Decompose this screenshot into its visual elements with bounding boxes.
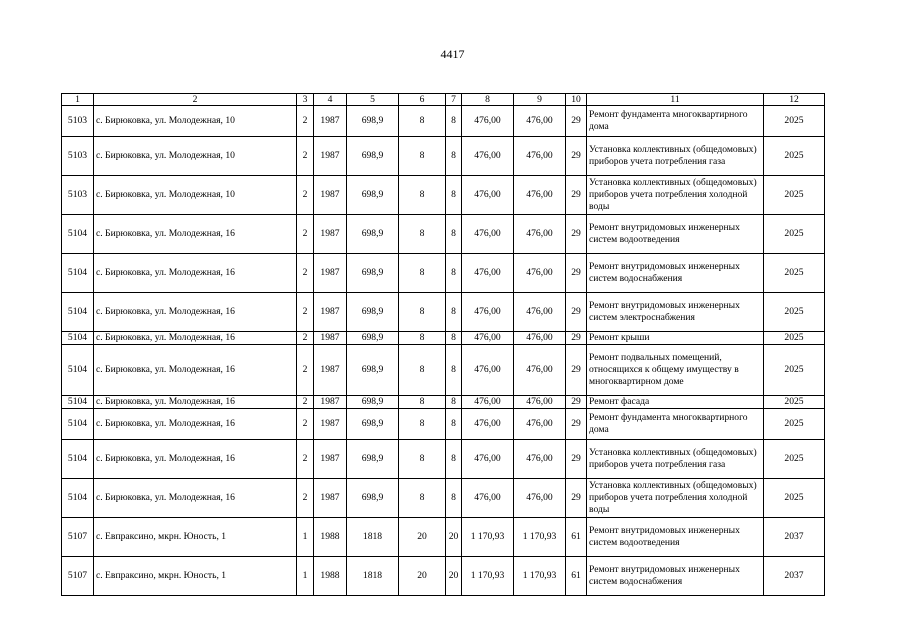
cell-col10: 29 <box>566 254 587 293</box>
column-header-10: 10 <box>566 94 587 106</box>
cell-col6: 8 <box>399 479 446 518</box>
cell-col10: 29 <box>566 345 587 396</box>
object-id: 5104 <box>62 254 94 293</box>
cell-col5: 698,9 <box>347 176 399 215</box>
work-type: Ремонт внутридомовых инженерных систем водоотведения <box>587 215 764 254</box>
work-type: Ремонт внутридомовых инженерных систем электроснабжения <box>587 293 764 332</box>
cell-col9: 476,00 <box>514 137 566 176</box>
object-id: 5104 <box>62 440 94 479</box>
cell-col7: 8 <box>446 345 462 396</box>
cell-col4: 1987 <box>314 215 347 254</box>
cell-col4: 1987 <box>314 396 347 409</box>
address: с. Бирюковка, ул. Молодежная, 10 <box>94 176 297 215</box>
cell-col9: 476,00 <box>514 176 566 215</box>
table-row <box>62 215 825 254</box>
planned-year: 2037 <box>764 518 825 557</box>
cell-col4: 1987 <box>314 409 347 440</box>
object-id: 5107 <box>62 557 94 596</box>
table-row <box>62 440 825 479</box>
cell-col7: 20 <box>446 557 462 596</box>
cell-col6: 8 <box>399 176 446 215</box>
cell-col10: 29 <box>566 106 587 137</box>
table-row <box>62 557 825 596</box>
cell-col6: 20 <box>399 518 446 557</box>
register-table <box>61 93 825 596</box>
column-header-5: 5 <box>347 94 399 106</box>
work-type: Ремонт внутридомовых инженерных систем водоотведения <box>587 518 764 557</box>
address: с. Евпраксино, мкрн. Юность, 1 <box>94 557 297 596</box>
cell-col3: 2 <box>297 215 314 254</box>
cell-col6: 8 <box>399 293 446 332</box>
planned-year: 2025 <box>764 215 825 254</box>
cell-col5: 698,9 <box>347 409 399 440</box>
work-type: Ремонт фундамента многоквартирного дома <box>587 106 764 137</box>
cell-col6: 20 <box>399 557 446 596</box>
planned-year: 2025 <box>764 137 825 176</box>
cell-col10: 29 <box>566 176 587 215</box>
planned-year: 2025 <box>764 345 825 396</box>
planned-year: 2025 <box>764 176 825 215</box>
cell-col7: 8 <box>446 440 462 479</box>
work-type: Ремонт подвальных помещений, относящихся к общему имуществу в многоквартирном доме <box>587 345 764 396</box>
cell-col7: 8 <box>446 396 462 409</box>
cell-col8: 476,00 <box>462 215 514 254</box>
cell-col9: 476,00 <box>514 106 566 137</box>
page-number: 4417 <box>440 47 465 61</box>
cell-col4: 1987 <box>314 345 347 396</box>
cell-col4: 1987 <box>314 293 347 332</box>
cell-col3: 2 <box>297 479 314 518</box>
cell-col3: 2 <box>297 254 314 293</box>
cell-col8: 476,00 <box>462 345 514 396</box>
work-type: Установка коллективных (общедомовых) приборов учета потребления холодной воды <box>587 176 764 215</box>
cell-col10: 29 <box>566 215 587 254</box>
cell-col4: 1987 <box>314 440 347 479</box>
planned-year: 2025 <box>764 293 825 332</box>
cell-col5: 698,9 <box>347 345 399 396</box>
cell-col6: 8 <box>399 345 446 396</box>
column-header-8: 8 <box>462 94 514 106</box>
cell-col4: 1987 <box>314 106 347 137</box>
header-row <box>62 94 825 106</box>
cell-col3: 2 <box>297 332 314 345</box>
cell-col8: 476,00 <box>462 396 514 409</box>
cell-col10: 29 <box>566 293 587 332</box>
cell-col10: 29 <box>566 396 587 409</box>
object-id: 5107 <box>62 518 94 557</box>
cell-col3: 2 <box>297 106 314 137</box>
cell-col7: 8 <box>446 332 462 345</box>
cell-col3: 1 <box>297 518 314 557</box>
table-row <box>62 106 825 137</box>
cell-col10: 29 <box>566 440 587 479</box>
object-id: 5104 <box>62 293 94 332</box>
table-row <box>62 396 825 409</box>
cell-col5: 698,9 <box>347 440 399 479</box>
cell-col3: 2 <box>297 137 314 176</box>
object-id: 5104 <box>62 332 94 345</box>
planned-year: 2025 <box>764 479 825 518</box>
address: с. Бирюковка, ул. Молодежная, 16 <box>94 396 297 409</box>
cell-col4: 1988 <box>314 557 347 596</box>
object-id: 5103 <box>62 176 94 215</box>
cell-col7: 8 <box>446 409 462 440</box>
cell-col4: 1988 <box>314 518 347 557</box>
cell-col6: 8 <box>399 409 446 440</box>
planned-year: 2025 <box>764 254 825 293</box>
cell-col6: 8 <box>399 254 446 293</box>
planned-year: 2025 <box>764 332 825 345</box>
planned-year: 2037 <box>764 557 825 596</box>
cell-col4: 1987 <box>314 137 347 176</box>
column-header-3: 3 <box>297 94 314 106</box>
cell-col4: 1987 <box>314 479 347 518</box>
cell-col9: 1 170,93 <box>514 518 566 557</box>
object-id: 5104 <box>62 479 94 518</box>
cell-col7: 20 <box>446 518 462 557</box>
cell-col9: 476,00 <box>514 215 566 254</box>
cell-col6: 8 <box>399 137 446 176</box>
cell-col8: 476,00 <box>462 409 514 440</box>
cell-col7: 8 <box>446 215 462 254</box>
cell-col5: 698,9 <box>347 479 399 518</box>
column-header-9: 9 <box>514 94 566 106</box>
object-id: 5104 <box>62 215 94 254</box>
cell-col6: 8 <box>399 215 446 254</box>
address: с. Бирюковка, ул. Молодежная, 16 <box>94 254 297 293</box>
cell-col7: 8 <box>446 137 462 176</box>
cell-col5: 698,9 <box>347 137 399 176</box>
cell-col5: 1818 <box>347 557 399 596</box>
cell-col7: 8 <box>446 293 462 332</box>
table-row <box>62 254 825 293</box>
cell-col10: 29 <box>566 137 587 176</box>
cell-col5: 698,9 <box>347 215 399 254</box>
table-body <box>62 94 825 596</box>
address: с. Бирюковка, ул. Молодежная, 10 <box>94 137 297 176</box>
planned-year: 2025 <box>764 409 825 440</box>
work-type: Ремонт фундамента многоквартирного дома <box>587 409 764 440</box>
cell-col9: 476,00 <box>514 479 566 518</box>
cell-col6: 8 <box>399 106 446 137</box>
cell-col8: 476,00 <box>462 137 514 176</box>
column-header-2: 2 <box>94 94 297 106</box>
table-row <box>62 345 825 396</box>
object-id: 5103 <box>62 106 94 137</box>
cell-col5: 698,9 <box>347 293 399 332</box>
planned-year: 2025 <box>764 440 825 479</box>
work-type: Ремонт крыши <box>587 332 764 345</box>
planned-year: 2025 <box>764 396 825 409</box>
cell-col7: 8 <box>446 106 462 137</box>
address: с. Бирюковка, ул. Молодежная, 16 <box>94 440 297 479</box>
column-header-11: 11 <box>587 94 764 106</box>
cell-col8: 476,00 <box>462 440 514 479</box>
table-row <box>62 137 825 176</box>
cell-col8: 1 170,93 <box>462 518 514 557</box>
cell-col4: 1987 <box>314 332 347 345</box>
cell-col3: 2 <box>297 293 314 332</box>
cell-col9: 476,00 <box>514 332 566 345</box>
address: с. Евпраксино, мкрн. Юность, 1 <box>94 518 297 557</box>
address: с. Бирюковка, ул. Молодежная, 16 <box>94 345 297 396</box>
cell-col9: 476,00 <box>514 409 566 440</box>
address: с. Бирюковка, ул. Молодежная, 10 <box>94 106 297 137</box>
address: с. Бирюковка, ул. Молодежная, 16 <box>94 409 297 440</box>
cell-col8: 476,00 <box>462 293 514 332</box>
cell-col9: 476,00 <box>514 293 566 332</box>
cell-col8: 476,00 <box>462 254 514 293</box>
cell-col9: 476,00 <box>514 254 566 293</box>
column-header-7: 7 <box>446 94 462 106</box>
cell-col10: 29 <box>566 332 587 345</box>
cell-col3: 2 <box>297 396 314 409</box>
column-header-12: 12 <box>764 94 825 106</box>
cell-col3: 2 <box>297 345 314 396</box>
cell-col7: 8 <box>446 479 462 518</box>
cell-col10: 29 <box>566 479 587 518</box>
work-type: Установка коллективных (общедомовых) приборов учета потребления газа <box>587 440 764 479</box>
column-header-6: 6 <box>399 94 446 106</box>
table-row <box>62 293 825 332</box>
cell-col4: 1987 <box>314 254 347 293</box>
cell-col3: 2 <box>297 440 314 479</box>
cell-col10: 61 <box>566 518 587 557</box>
cell-col10: 29 <box>566 409 587 440</box>
cell-col6: 8 <box>399 396 446 409</box>
cell-col8: 476,00 <box>462 332 514 345</box>
object-id: 5104 <box>62 345 94 396</box>
cell-col7: 8 <box>446 254 462 293</box>
cell-col8: 476,00 <box>462 176 514 215</box>
column-header-4: 4 <box>314 94 347 106</box>
cell-col9: 1 170,93 <box>514 557 566 596</box>
cell-col8: 476,00 <box>462 106 514 137</box>
work-type: Установка коллективных (общедомовых) приборов учета потребления газа <box>587 137 764 176</box>
work-type: Ремонт внутридомовых инженерных систем водоснабжения <box>587 254 764 293</box>
table-row <box>62 479 825 518</box>
work-type: Установка коллективных (общедомовых) приборов учета потребления холодной воды <box>587 479 764 518</box>
object-id: 5103 <box>62 137 94 176</box>
object-id: 5104 <box>62 396 94 409</box>
cell-col5: 1818 <box>347 518 399 557</box>
cell-col3: 2 <box>297 176 314 215</box>
cell-col8: 1 170,93 <box>462 557 514 596</box>
address: с. Бирюковка, ул. Молодежная, 16 <box>94 479 297 518</box>
cell-col7: 8 <box>446 176 462 215</box>
cell-col8: 476,00 <box>462 479 514 518</box>
cell-col6: 8 <box>399 440 446 479</box>
table-row <box>62 518 825 557</box>
object-id: 5104 <box>62 409 94 440</box>
table-row <box>62 332 825 345</box>
address: с. Бирюковка, ул. Молодежная, 16 <box>94 332 297 345</box>
cell-col9: 476,00 <box>514 345 566 396</box>
cell-col5: 698,9 <box>347 332 399 345</box>
cell-col6: 8 <box>399 332 446 345</box>
cell-col5: 698,9 <box>347 106 399 137</box>
cell-col10: 61 <box>566 557 587 596</box>
work-type: Ремонт фасада <box>587 396 764 409</box>
cell-col5: 698,9 <box>347 396 399 409</box>
cell-col9: 476,00 <box>514 440 566 479</box>
column-header-1: 1 <box>62 94 94 106</box>
cell-col9: 476,00 <box>514 396 566 409</box>
table-row <box>62 409 825 440</box>
cell-col3: 1 <box>297 557 314 596</box>
cell-col4: 1987 <box>314 176 347 215</box>
address: с. Бирюковка, ул. Молодежная, 16 <box>94 293 297 332</box>
cell-col3: 2 <box>297 409 314 440</box>
address: с. Бирюковка, ул. Молодежная, 16 <box>94 215 297 254</box>
work-type: Ремонт внутридомовых инженерных систем водоснабжения <box>587 557 764 596</box>
planned-year: 2025 <box>764 106 825 137</box>
table-row <box>62 176 825 215</box>
cell-col5: 698,9 <box>347 254 399 293</box>
